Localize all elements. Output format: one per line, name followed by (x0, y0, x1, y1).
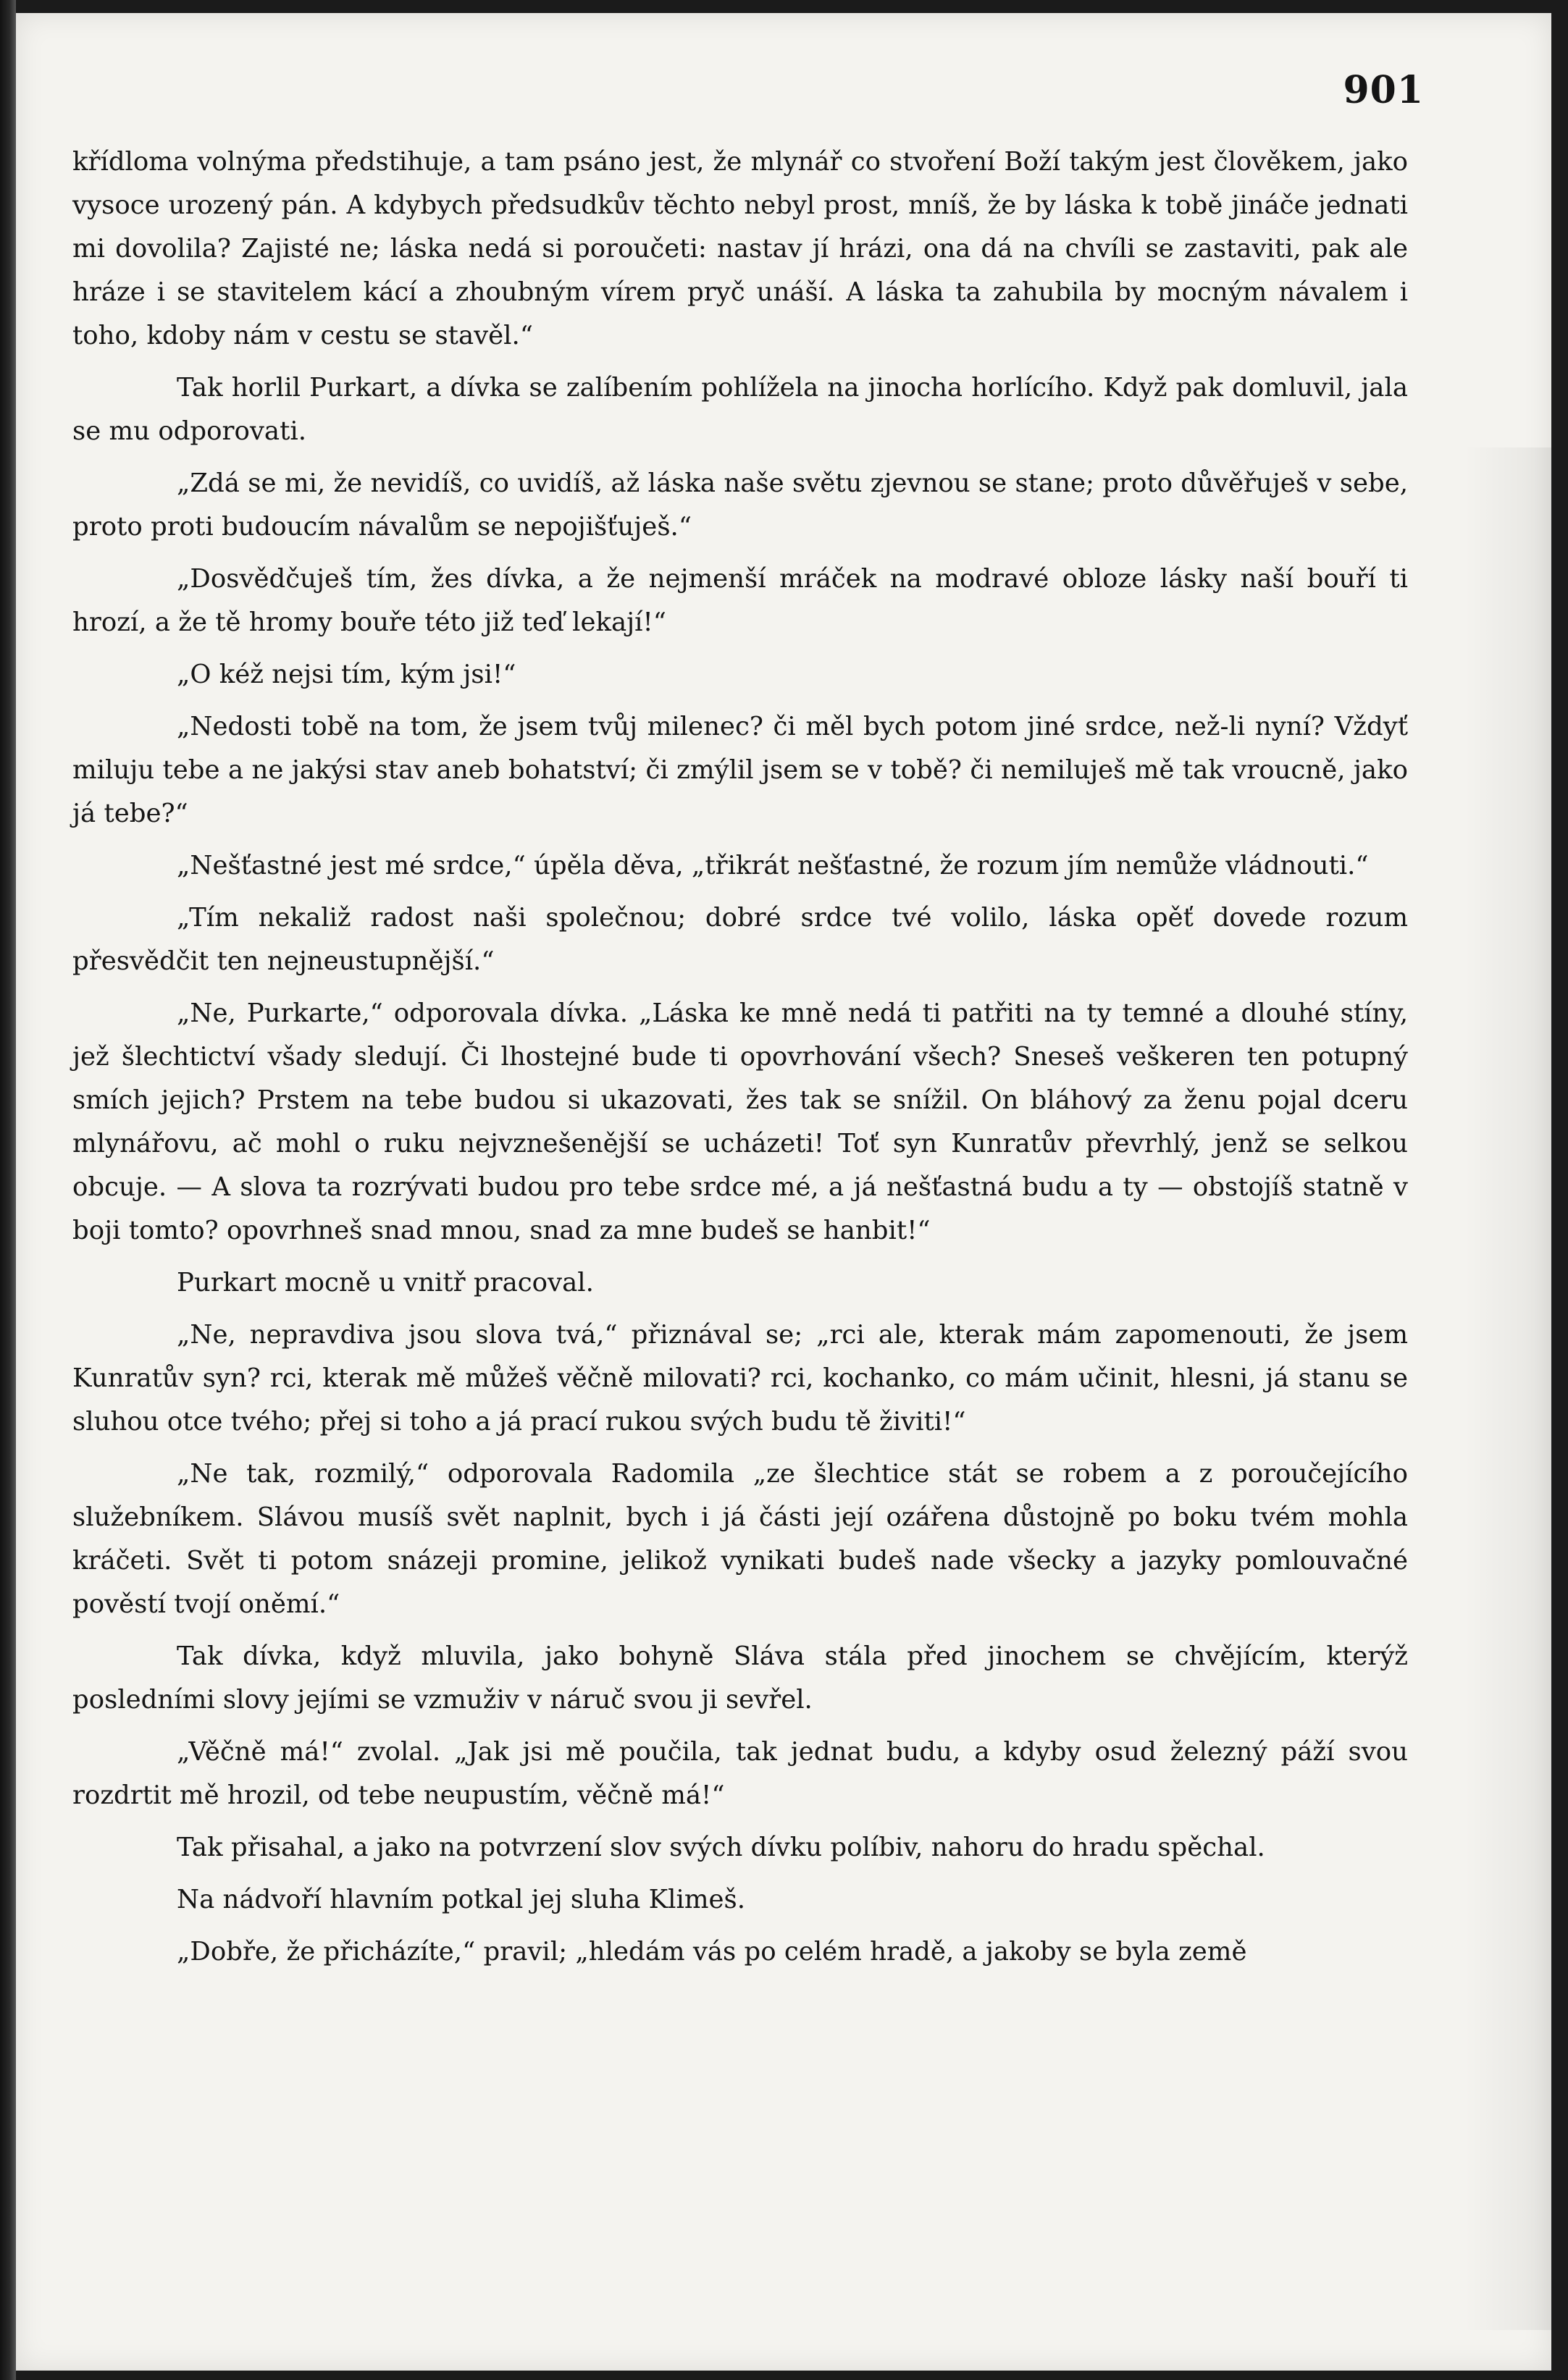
paragraph: Na nádvoří hlavním potkal jej sluha Klimeš. (177, 1885, 746, 1914)
paragraph: „O kéž nejsi tím, kým jsi!“ (177, 660, 516, 689)
paragraph: „Nešťastné jest mé srdce,“ úpěla děva, „třikrát nešťastné, že rozum jím nemůže vládnouti.“ (177, 851, 1369, 880)
bleed-through-shadow (1464, 447, 1551, 2330)
paragraph: „Dosvědčuješ tím, žes dívka, a že nejmenší mráček na modravé obloze lásky naší bouří ti hrozí, a že tě hromy bouře této již teď lekají!“ (72, 564, 1408, 637)
paragraph: křídloma volnýma předstihuje, a tam psáno jest, že mlynář co stvoření Boží takým jest člověkem, jako vysoce urozený pán. A kdybych předsudkův těchto nebyl prost, mníš, že by láska k tobě jináče jednati mi dovolila? Zajisté ne; láska nedá si poroučeti: nastav jí hrázi, ona dá na chvíli se zastaviti, pak ale hráze i se stavitelem kácí a zhoubným vírem pryč unáší. A láska ta zahubila by mocným návalem i toho, kdoby nám v cestu se stavěl.“ (72, 147, 1408, 350)
paragraph: „Věčně má!“ zvolal. „Jak jsi mě poučila, tak jednat budu, a kdyby osud železný páží svou rozdrtit mě hrozil, od tebe neupustím, věčně má!“ (72, 1737, 1408, 1810)
paragraph: „Nedosti tobě na tom, že jsem tvůj milenec? či měl bych potom jiné srdce, než-li nyní? Vždyť miluju tebe a ne jakýsi stav aneb bohatství; či zmýlil jsem se v tobě? či nemiluješ mě tak vroucně, jako já tebe?“ (72, 712, 1408, 828)
paragraph: „Dobře, že přicházíte,“ pravil; „hledám vás po celém hradě, a jakoby se byla země (177, 1937, 1247, 1967)
paragraph: „Ne tak, rozmilý,“ odporovala Radomila „ze šlechtice stát se robem a z poroučejícího služebníkem. Slávou musíš svět naplnit, bych i já části její ozářena důstojně po boku tvém mohla kráčeti. Svět ti potom snázeji promine, jelikož vynikati budeš nade všecky a jazyky pomlouvačné pověstí tvojí oněmí.“ (72, 1459, 1408, 1619)
paragraph: „Tím nekaliž radost naši společnou; dobré srdce tvé volilo, láska opěť dovede rozum přesvědčit ten nejneustupnější.“ (72, 903, 1408, 976)
paragraph: „Zdá se mi, že nevidíš, co uvidíš, až láska naše světu zjevnou se stane; proto důvěřuješ v sebe, proto proti budoucím návalům se nepojišťuješ.“ (72, 468, 1408, 542)
body-text (72, 140, 1408, 1982)
page-number: 901 (1343, 68, 1424, 112)
paragraph: „Ne, nepravdiva jsou slova tvá,“ přiznával se; „rci ale, kterak mám zapomenouti, že jsem Kunratův syn? rci, kterak mě můžeš věčně milovati? rci, kochanko, co mám učinit, hlesni, já stanu se sluhou otce tvého; přej si toho a já prací rukou svých budu tě živiti!“ (72, 1320, 1408, 1437)
paragraph: „Ne, Purkarte,“ odporovala dívka. „Láska ke mně nedá ti patřiti na ty temné a dlouhé stíny, jež šlechtictví všady sledují. Či lhostejné bude ti opovrhování všech? Sneseš veškeren ten potupný smích jejich? Prstem na tebe budou si ukazovati, žes tak se snížil. On bláhový za ženu pojal dceru mlynářovu, ač mohl o ruku nejvznešenější se ucházeti! Toť syn Kunratův převrhlý, jenž se selkou obcuje. — A slova ta rozrývati budou pro tebe srdce mé, a já nešťastná budu a ty — obstojíš statně v boji tomto? opovrhneš snad mnou, snad za mne budeš se hanbit!“ (72, 998, 1408, 1245)
paragraph: Tak horlil Purkart, a dívka se zalíbením pohlížela na jinocha horlícího. Když pak domluvil, jala se mu odporovati. (72, 373, 1408, 446)
scan-left-edge (0, 0, 16, 2380)
paragraph: Purkart mocně u vnitř pracoval. (177, 1268, 594, 1298)
paragraph: Tak dívka, když mluvila, jako bohyně Sláva stála před jinochem se chvějícím, kterýž posledními slovy jejími se vzmuživ v náruč svou ji sevřel. (72, 1641, 1408, 1715)
book-page (16, 13, 1551, 2371)
paragraph: Tak přisahal, a jako na potvrzení slov svých dívku políbiv, nahoru do hradu spěchal. (177, 1833, 1265, 1862)
